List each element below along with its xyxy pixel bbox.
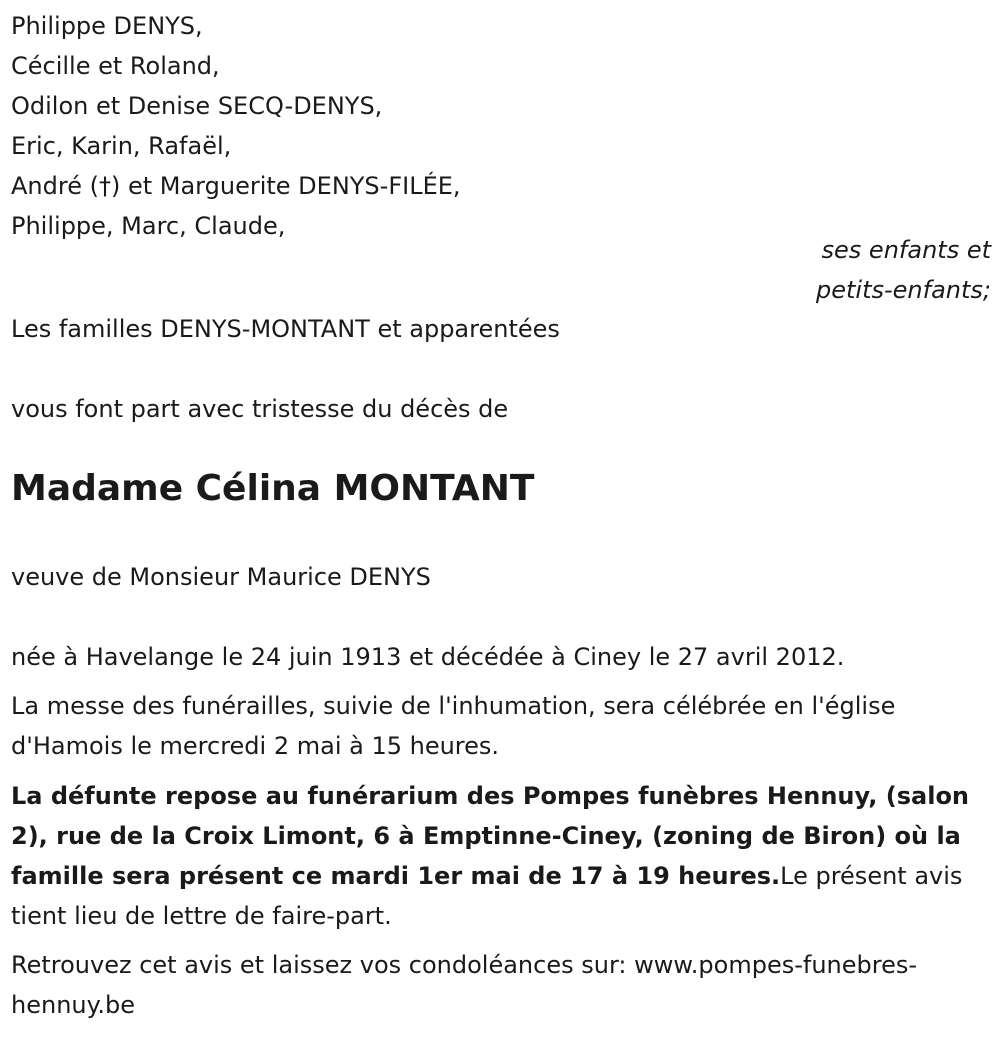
online-condolences: Retrouvez cet avis et laissez vos condoléances sur: www.pompes-funebres-hennuy.be bbox=[11, 951, 918, 1019]
family-line-2: Cécille et Roland, bbox=[11, 52, 220, 80]
deceased-name: Madame Célina MONTANT bbox=[11, 468, 535, 509]
intro-line: vous font part avec tristesse du décès de bbox=[11, 395, 509, 423]
family-line-5: André (†) et Marguerite DENYS-FILÉE, bbox=[11, 172, 461, 200]
birth-death-dates bbox=[11, 637, 844, 677]
family-line-6: Philippe, Marc, Claude, bbox=[11, 212, 286, 240]
family-line-1: Philippe DENYS, bbox=[11, 12, 203, 40]
funeral-mass-info: La messe des funérailles, suivie de l'inhumation, sera célébrée en l'église d'Hamois le mercredi 2 mai à 15 heures. bbox=[11, 692, 896, 760]
birth-death-line: née à Havelange le 24 juin 1913 et décédée à Ciney le 27 avril 2012. bbox=[11, 643, 845, 671]
announcement-intro bbox=[11, 389, 508, 429]
widow-of bbox=[11, 557, 431, 597]
repose-normal-text: Le présent avis tient lieu de lettre de faire-part. bbox=[11, 862, 963, 930]
family-list bbox=[11, 6, 461, 246]
related-families bbox=[11, 309, 560, 349]
role-line-2: petits-enfants; bbox=[816, 276, 991, 304]
repose-info bbox=[11, 776, 991, 936]
widow-line: veuve de Monsieur Maurice DENYS bbox=[11, 563, 431, 591]
role-line-1: ses enfants et bbox=[821, 236, 991, 264]
families-line: Les familles DENYS-MONTANT et apparentées bbox=[11, 315, 560, 343]
family-line-4: Eric, Karin, Rafaël, bbox=[11, 132, 232, 160]
repose-bold-text: La défunte repose au funérarium des Pompes funèbres Hennuy, (salon 2), rue de la Croix Limont, 6 à Emptinne-Ciney, (zoning de Biron) où la famille sera présent ce mardi 1er mai de 17 à 19 heures. bbox=[11, 782, 970, 890]
family-line-3: Odilon et Denise SECQ-DENYS, bbox=[11, 92, 383, 120]
family-role-note bbox=[816, 230, 991, 310]
